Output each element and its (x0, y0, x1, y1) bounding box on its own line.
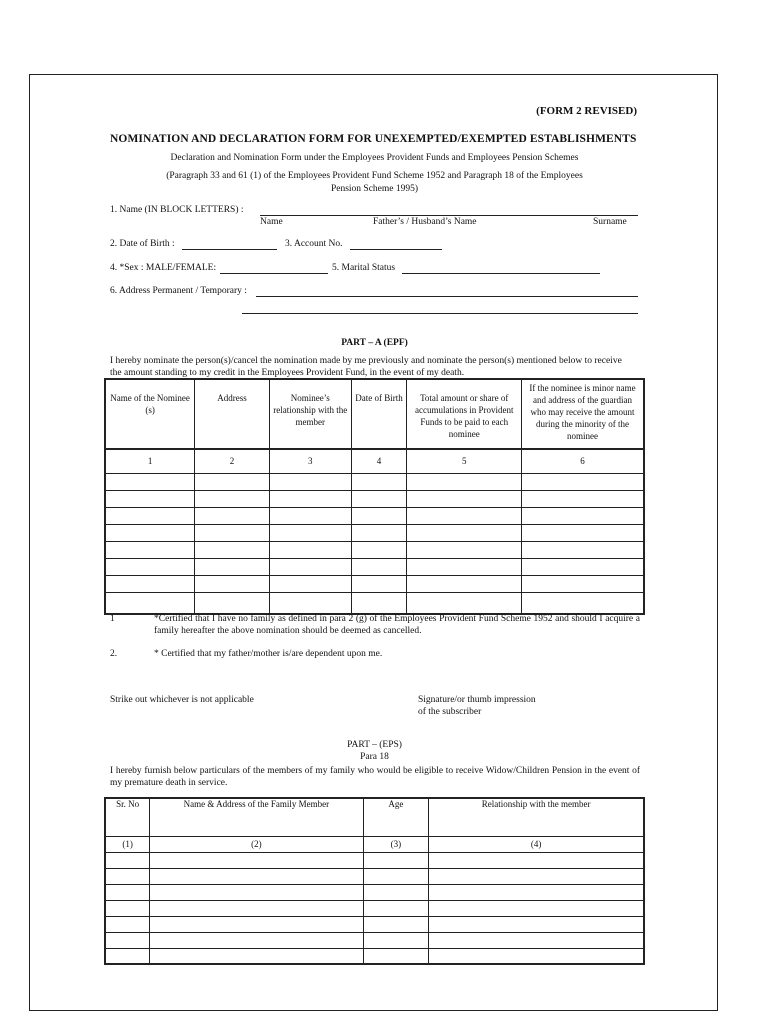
form-title: NOMINATION AND DECLARATION FORM FOR UNEXEMPTED/EXEMPTED ESTABLISHMENTS (110, 133, 637, 145)
column-number: 6 (522, 449, 644, 473)
table-row[interactable] (105, 575, 644, 592)
table-row[interactable] (105, 932, 644, 948)
cert1-text: *Certified that I have no family as defined in para 2 (g) of the Employees Provident Fund Scheme 1952 and should I acquire a family hereafter the above nomination should be deemed as cancelled. (154, 614, 640, 636)
form-subtitle-paragraphs: (Paragraph 33 and 61 (1) of the Employees Provident Fund Scheme 1952 and Paragraph 18 of the Employees Pension Scheme 1995) (166, 171, 583, 194)
eps-family-table (104, 797, 645, 965)
column-header: If the nominee is minor name and address of the guardian who may receive the amount during the minority of the nominee (522, 379, 644, 449)
column-header: Name & Address of the Family Member (150, 798, 363, 836)
table-row[interactable] (105, 473, 644, 490)
table-row[interactable] (105, 490, 644, 507)
table-row[interactable] (105, 524, 644, 541)
dob-label: 2. Date of Birth : (110, 239, 175, 249)
cert2-number: 2. (110, 649, 118, 659)
column-number: 5 (407, 449, 522, 473)
part-eps-title: PART – (EPS) (347, 740, 402, 750)
sex-label: 4. *Sex : MALE/FEMALE: (110, 263, 217, 273)
column-number: 3 (269, 449, 351, 473)
cert2-text: * Certified that my father/mother is/are dependent upon me. (154, 649, 383, 659)
account-field[interactable] (350, 249, 442, 250)
table-row[interactable] (105, 541, 644, 558)
part-a-intro: I hereby nominate the person(s)/cancel the nomination made by me previously and nominate the person(s) mentioned below to receive the amount standing to my credit in the Employees Provident Fund, in the event of my death. (110, 356, 622, 378)
name-label: 1. Name (IN BLOCK LETTERS) : (110, 205, 244, 215)
epf-nomination-table (104, 378, 645, 615)
address-field-line2[interactable] (242, 313, 638, 314)
strike-out-note: Strike out whichever is not applicable (110, 695, 254, 705)
column-number-row (105, 449, 644, 473)
sex-field[interactable] (220, 273, 328, 274)
form-number: (FORM 2 REVISED) (536, 105, 637, 117)
part-a-title: PART – A (EPF) (341, 338, 408, 348)
form-subtitle: Declaration and Nomination Form under the Employees Provident Funds and Employees Pension Schemes (170, 153, 579, 163)
column-header: Nominee’s relationship with the member (269, 379, 351, 449)
column-number: (2) (150, 836, 363, 852)
table-row[interactable] (105, 884, 644, 900)
column-header: Age (363, 798, 429, 836)
column-header: Address (195, 379, 270, 449)
table-row[interactable] (105, 948, 644, 964)
dob-field[interactable] (182, 249, 277, 250)
table-row[interactable] (105, 507, 644, 524)
table-row[interactable] (105, 900, 644, 916)
column-number: (1) (105, 836, 150, 852)
column-header: Date of Birth (351, 379, 407, 449)
column-number: (4) (429, 836, 644, 852)
column-number: (3) (363, 836, 429, 852)
table-row[interactable] (105, 916, 644, 932)
cert1-number: 1 (110, 614, 115, 624)
table-row[interactable] (105, 558, 644, 575)
table-row[interactable] (105, 852, 644, 868)
column-number: 4 (351, 449, 407, 473)
name-field[interactable] (260, 215, 638, 216)
name-caption: Name (260, 217, 283, 227)
father-name-caption: Father’s / Husband’s Name (373, 217, 477, 227)
column-header: Relationship with the member (429, 798, 644, 836)
account-label: 3. Account No. (285, 239, 343, 249)
column-number: 1 (105, 449, 195, 473)
signature-label: Signature/or thumb impression (418, 695, 536, 705)
column-number-row (105, 836, 644, 852)
surname-caption: Surname (593, 217, 627, 227)
marital-status-label: 5. Marital Status (332, 263, 396, 273)
column-header: Total amount or share of accumulations in Provident Funds to be paid to each nominee (407, 379, 522, 449)
signature-label-2: of the subscriber (418, 707, 482, 717)
address-field-line1[interactable] (256, 296, 638, 297)
table-row[interactable] (105, 868, 644, 884)
table-header-row (105, 379, 644, 449)
form-page (29, 74, 718, 1011)
marital-status-field[interactable] (402, 273, 600, 274)
column-header: Sr. No (105, 798, 150, 836)
column-number: 2 (195, 449, 270, 473)
part-eps-para: Para 18 (360, 752, 389, 762)
part-eps-intro: I hereby furnish below particulars of the members of my family who would be eligible to receive Widow/Children Pension in the event of my premature death in service. (110, 766, 640, 788)
column-header: Name of the Nominee (s) (105, 379, 195, 449)
table-row[interactable] (105, 592, 644, 614)
table-header-row (105, 798, 644, 836)
address-label: 6. Address Permanent / Temporary : (110, 286, 247, 296)
